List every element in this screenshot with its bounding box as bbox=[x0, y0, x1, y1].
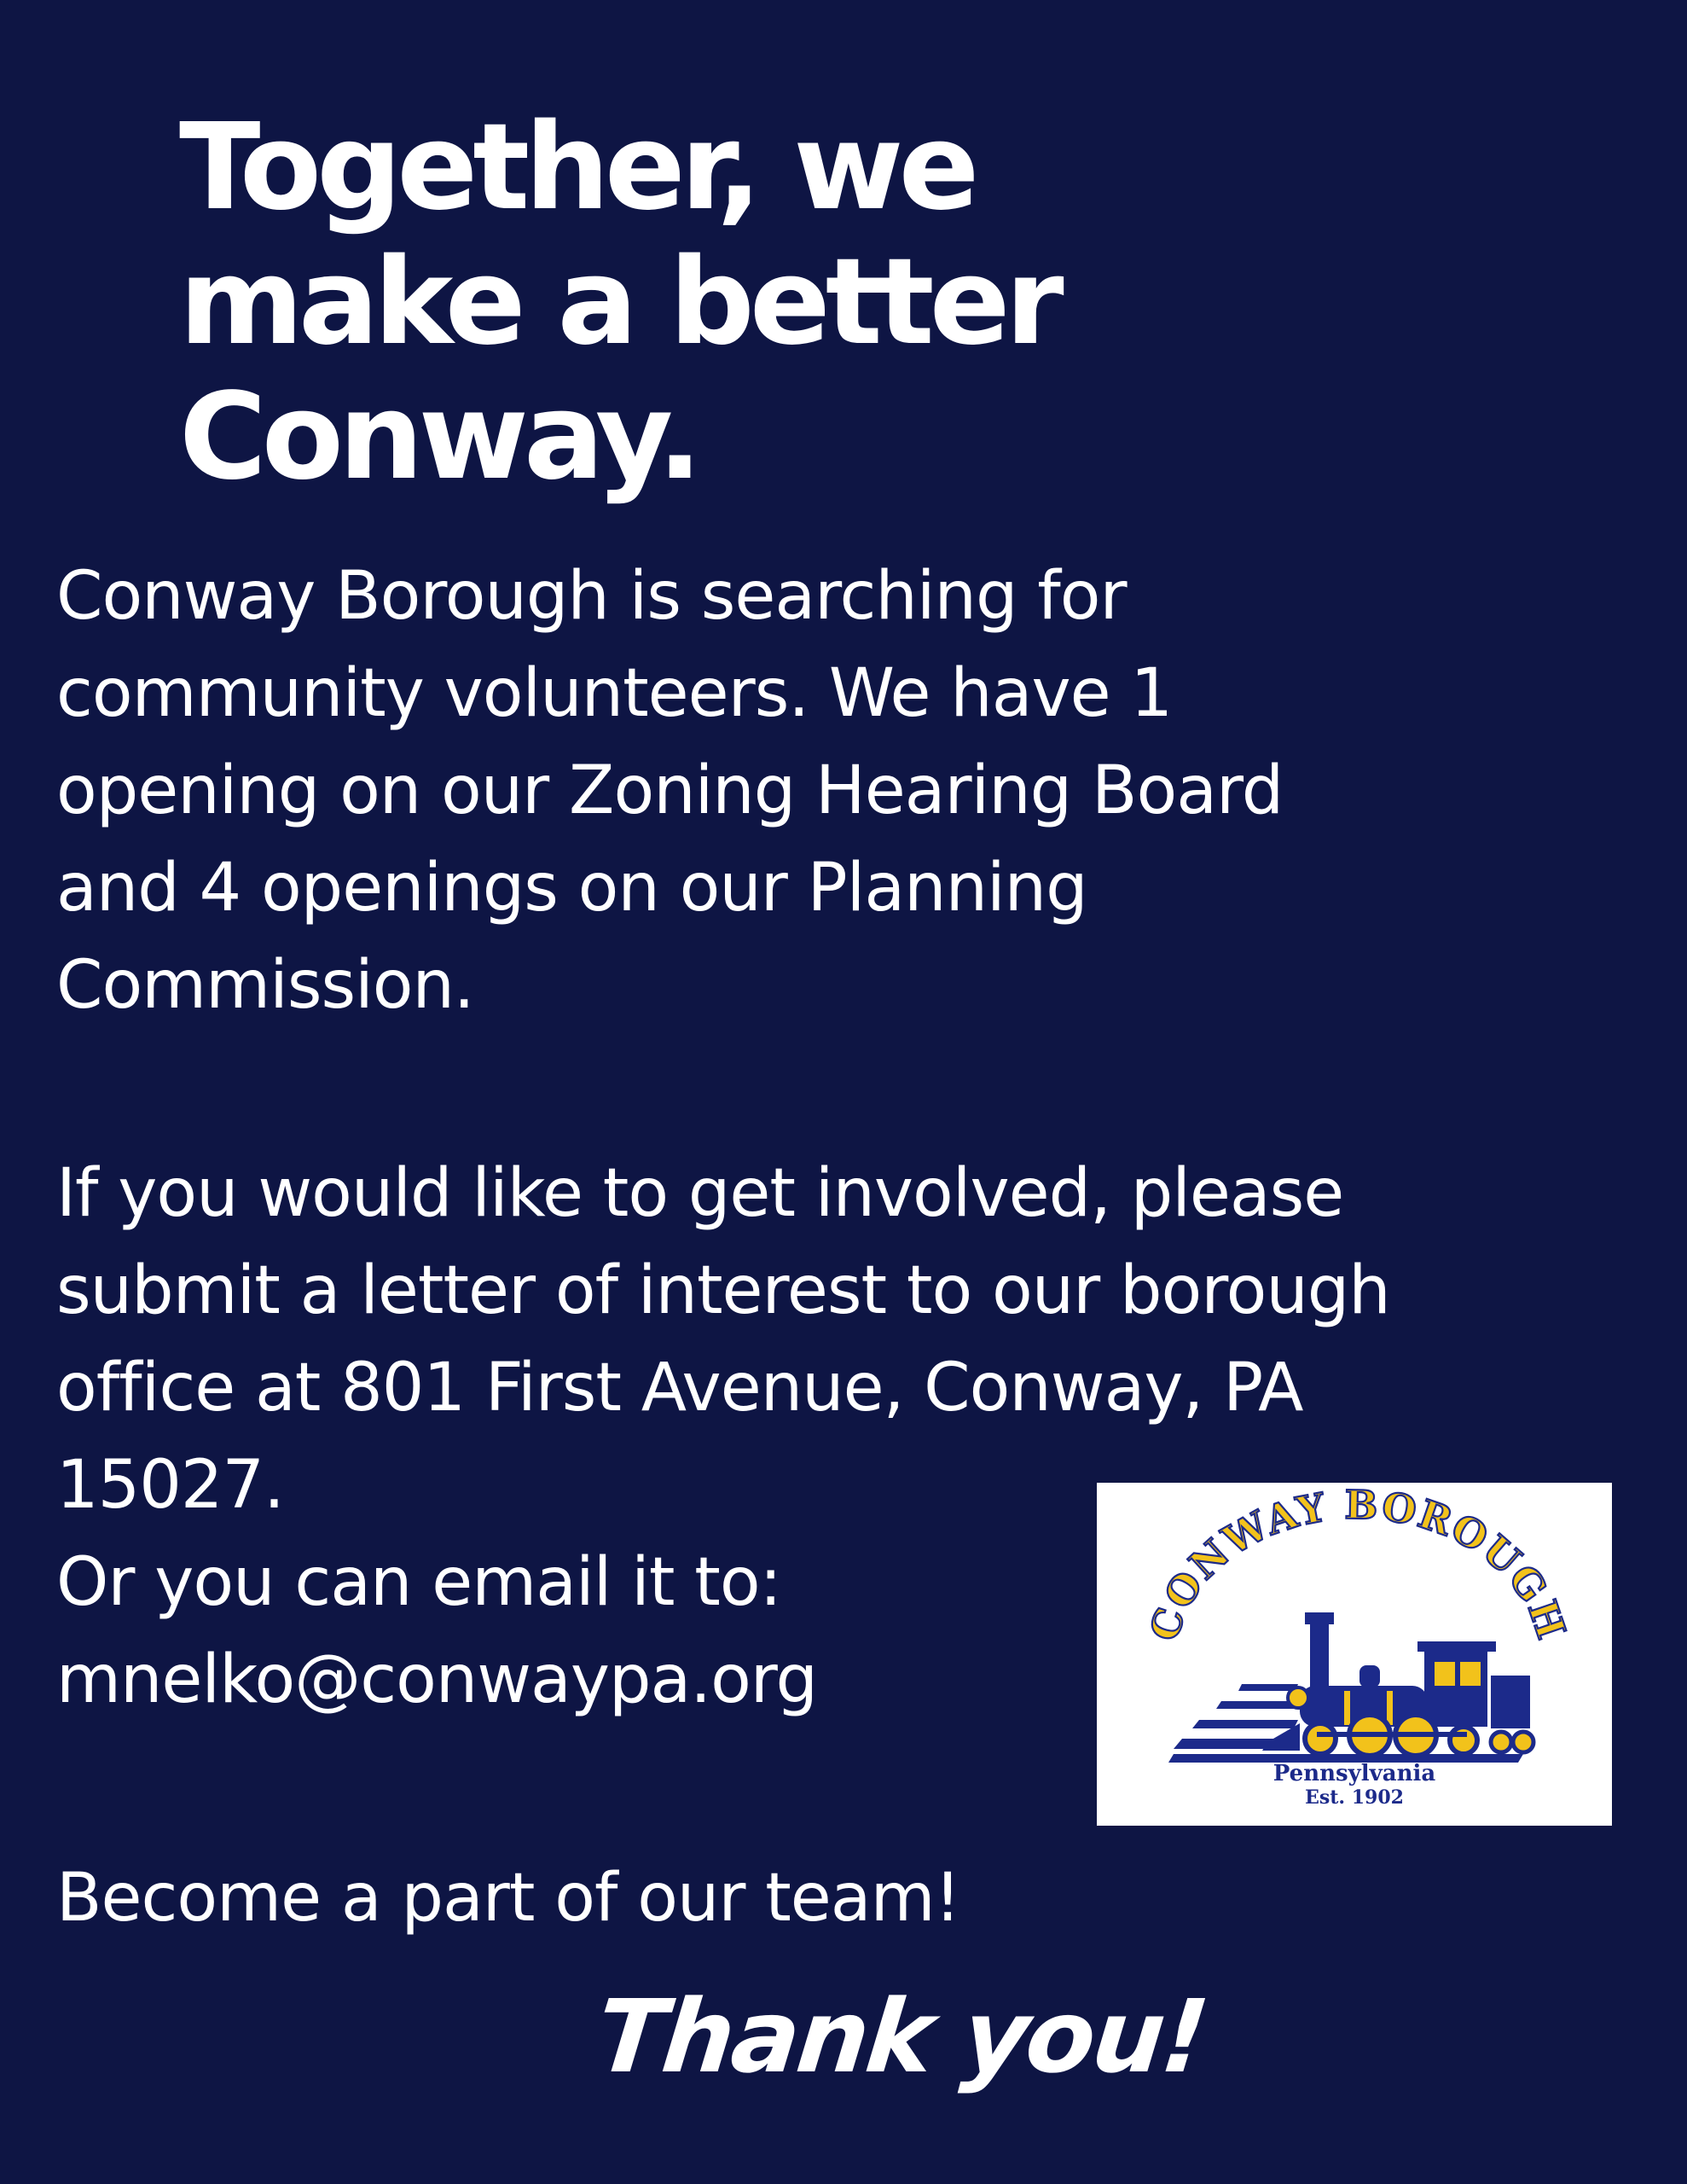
contact-email: mnelko@conwaypa.org bbox=[56, 1641, 818, 1718]
volunteer-openings-paragraph bbox=[56, 548, 1660, 1034]
logo-established: Est. 1902 bbox=[1305, 1786, 1404, 1809]
paragraph-line: Commission. bbox=[56, 947, 474, 1024]
logo-state: Pennsylvania bbox=[1272, 1761, 1436, 1786]
paragraph-line: community volunteers. We have 1 bbox=[56, 655, 1173, 732]
headline-line-1: Together, we bbox=[179, 98, 975, 237]
thank-you-signoff: Thank you! bbox=[590, 1978, 1212, 2095]
paragraph-line: Conway Borough is searching for bbox=[56, 558, 1127, 635]
office-zip: 15027. bbox=[56, 1447, 284, 1524]
paragraph-line: opening on our Zoning Hearing Board bbox=[56, 752, 1284, 829]
headline-line-3: Conway. bbox=[179, 368, 698, 507]
paragraph-line: If you would like to get involved, please bbox=[56, 1155, 1344, 1232]
headline bbox=[179, 98, 1059, 507]
headline-line-2: make a better bbox=[179, 233, 1059, 372]
paragraph-line: submit a letter of interest to our borough bbox=[56, 1252, 1390, 1329]
tagline: Become a part of our team! bbox=[56, 1860, 960, 1937]
logo-arched-title: CONWAY BOROUGH bbox=[1140, 1483, 1575, 1647]
conway-borough-logo bbox=[1097, 1483, 1612, 1826]
paragraph-line: Or you can email it to: bbox=[56, 1544, 781, 1621]
office-address: office at 801 First Avenue, Conway, PA bbox=[56, 1350, 1303, 1426]
paragraph-line: and 4 openings on our Planning bbox=[56, 850, 1087, 926]
